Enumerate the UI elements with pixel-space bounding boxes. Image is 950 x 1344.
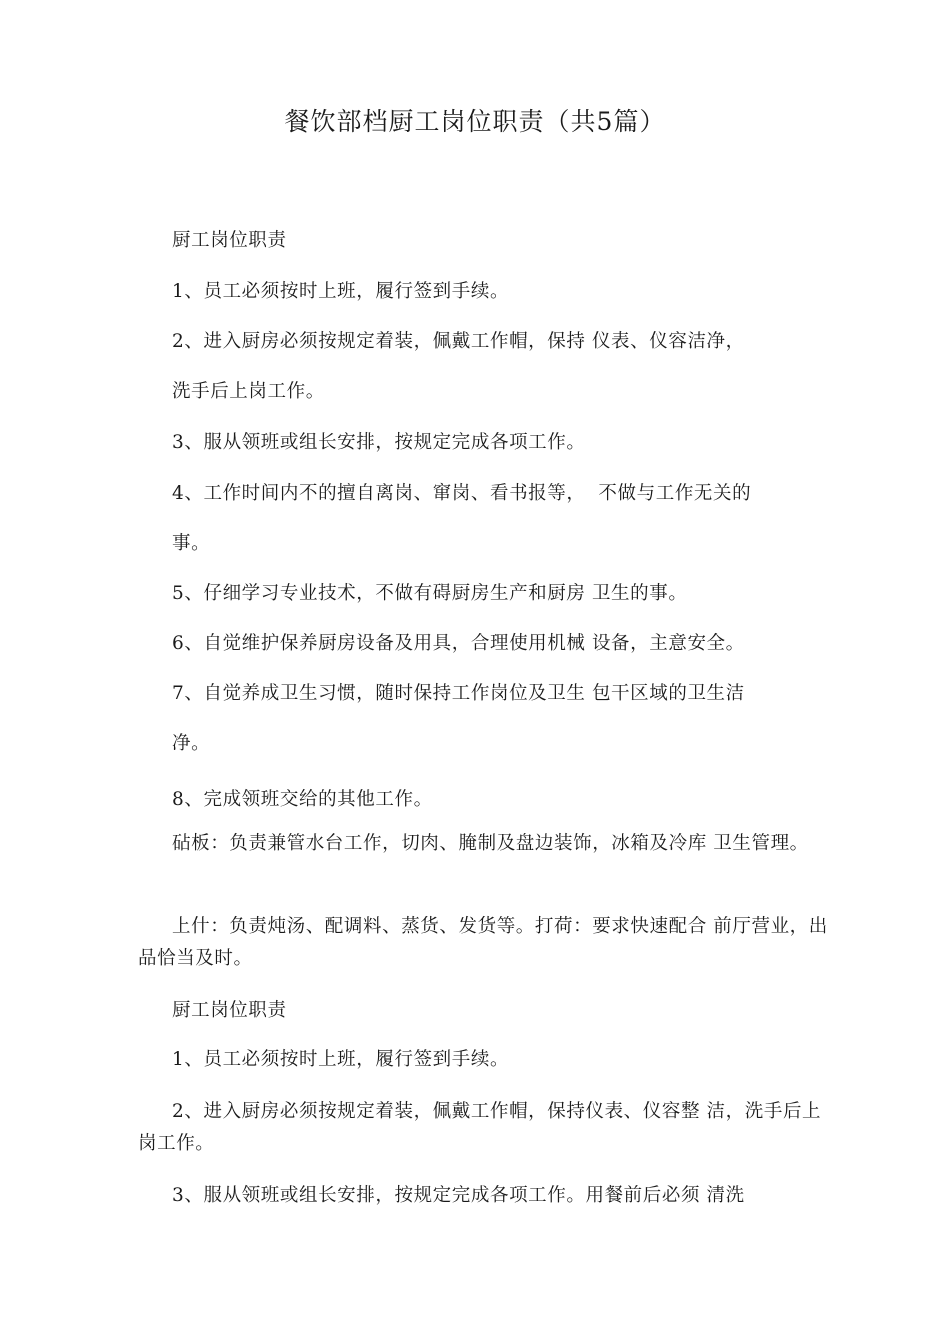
duty-item-6: 6、自觉维护保养厨房设备及用具，合理使用机械 设备，主意安全。 <box>172 633 745 654</box>
duty-item-1: 1、员工必须按时上班，履行签到手续。 <box>172 281 510 302</box>
duty-item-1-repeat: 1、员工必须按时上班，履行签到手续。 <box>172 1049 510 1070</box>
duty-item-2-line-2: 洗手后上岗工作。 <box>172 381 325 402</box>
duty-item-7-line-1: 7、自觉养成卫生习惯，随时保持工作岗位及卫生 包干区域的卫生洁 <box>172 683 745 704</box>
document-title: 餐饮部档厨工岗位职责（共5篇） <box>284 107 666 136</box>
paragraph-zhanban: 砧板：负责兼管水台工作，切肉、腌制及盘边装饰，冰箱及冷库 卫生管理。 <box>172 833 809 854</box>
duty-item-4-line-1: 4、工作时间内不的擅自离岗、窜岗、看书报等， 不做与工作无关的 <box>172 483 752 504</box>
duty-item-3: 3、服从领班或组长安排，按规定完成各项工作。 <box>172 432 586 453</box>
duty-item-2-repeat: 2、进入厨房必须按规定着装，佩戴工作帽，保持仪表、仪容整 洁，洗手后上岗工作。 <box>138 1101 822 1154</box>
duty-item-4-line-2: 事。 <box>172 533 211 554</box>
duty-item-7-line-2: 净。 <box>172 733 211 754</box>
duty-item-3-repeat: 3、服从领班或组长安排，按规定完成各项工作。用餐前后必须 清洗 <box>172 1185 745 1206</box>
section-heading: 厨工岗位职责 <box>172 230 287 251</box>
paragraph-shangshi: 上什：负责炖汤、配调料、蒸货、发货等。打荷：要求快速配合 前厅营业，出品恰当及时。 <box>138 916 828 969</box>
duty-item-5: 5、仔细学习专业技术，不做有碍厨房生产和厨房 卫生的事。 <box>172 583 688 604</box>
duty-item-2-line-1: 2、进入厨房必须按规定着装，佩戴工作帽，保持 仪表、仪容洁净， <box>172 331 745 352</box>
section-heading-2: 厨工岗位职责 <box>172 1000 287 1021</box>
duty-item-8: 8、完成领班交给的其他工作。 <box>172 789 433 810</box>
